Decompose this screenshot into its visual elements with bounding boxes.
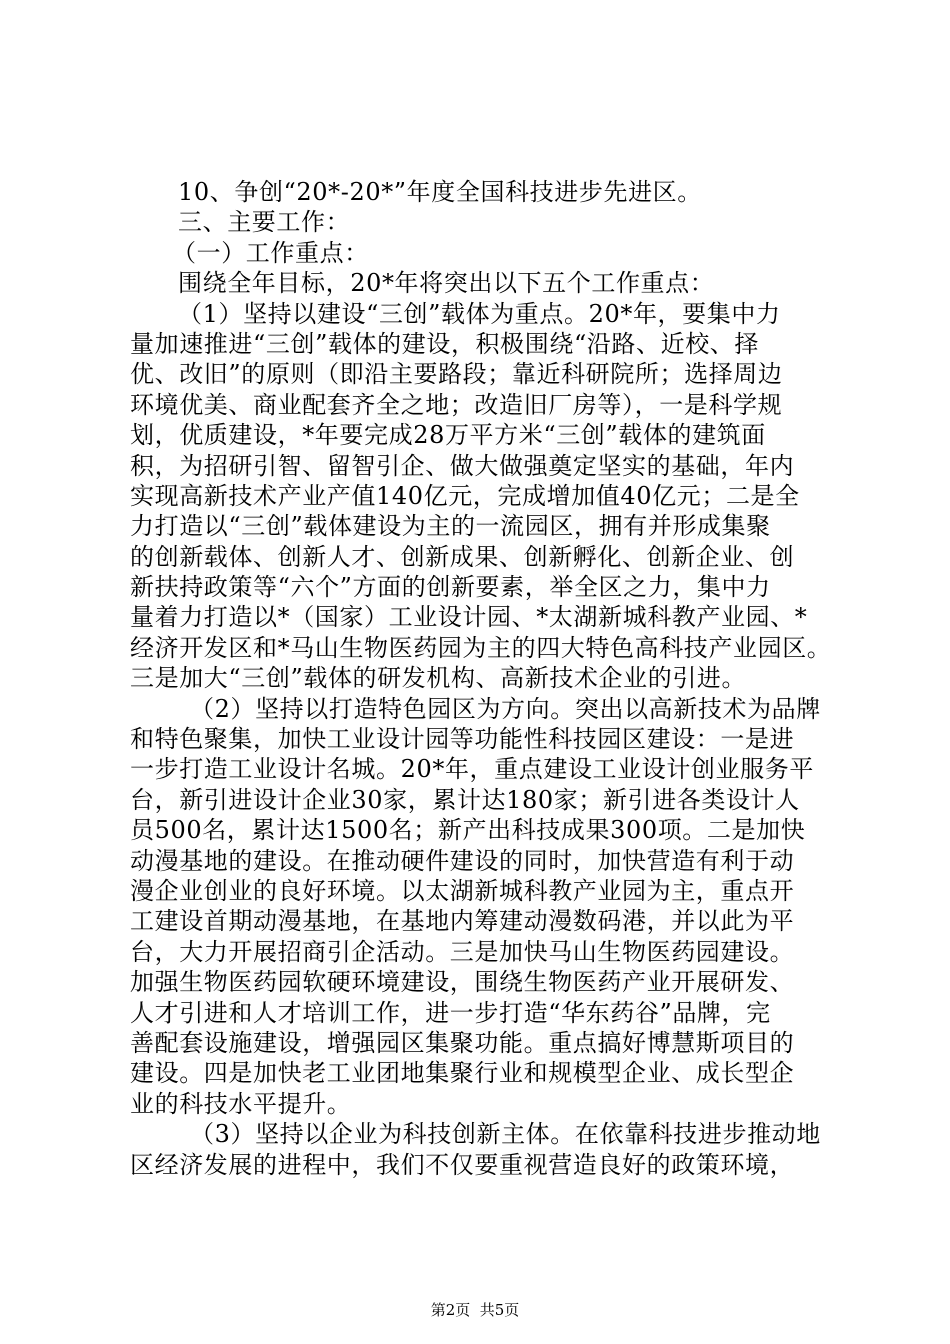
paragraph-line: 新扶持政策等“六个”方面的创新要素，举全区之力，集中力	[130, 573, 771, 602]
paragraph-line: 量着力打造以*（国家）工业设计园、*太湖新城科教产业园、*	[130, 603, 808, 632]
paragraph-line: 的创新载体、创新人才、创新成果、创新孵化、创新企业、创	[130, 542, 795, 571]
subsection-heading: （一）工作重点：	[172, 238, 369, 267]
paragraph-line: 积，为招研引智、留智引企、做大做强奠定坚实的基础，年内	[130, 451, 795, 480]
paragraph-line: 区经济发展的进程中，我们不仅要重视营造良好的政策环境，	[130, 1150, 795, 1179]
paragraph-line: 和特色聚集，加快工业设计园等功能性科技园区建设：一是进	[130, 725, 795, 754]
document-body	[130, 177, 830, 1180]
paragraph-1	[130, 299, 830, 694]
paragraph-line: 一步打造工业设计名城。20*年，重点建设工业设计创业服务平	[130, 755, 814, 784]
paragraph-line: 建设。四是加快老工业团地集聚行业和规模型企业、成长型企	[130, 1059, 795, 1088]
paragraph-line: 优、改旧”的原则（即沿主要路段；靠近科研院所；选择周边	[130, 360, 783, 389]
paragraph-line: 人才引进和人才培训工作，进一步打造“华东药谷”品牌，完	[130, 998, 771, 1027]
paragraph-line: 员500名，累计达1500名；新产出科技成果300项。二是加快	[130, 816, 806, 845]
paragraph-3	[130, 1119, 830, 1180]
paragraph-line: 台，大力开展招商引企活动。三是加快马山生物医药园建设。	[130, 937, 795, 966]
paragraph-line: 环境优美、商业配套齐全之地；改造旧厂房等），一是科学规	[130, 390, 783, 419]
paragraph-line: 三是加大“三创”载体的研发机构、高新技术企业的引进。	[130, 664, 747, 693]
page-footer	[0, 1300, 950, 1320]
paragraph-line: 力打造以“三创”载体建设为主的一流园区，拥有并形成集聚	[130, 512, 771, 541]
paragraph-line: 业的科技水平提升。	[130, 1089, 352, 1118]
paragraph-line: 经济开发区和*马山生物医药园为主的四大特色高科技产业园区。	[130, 633, 832, 662]
paragraph-line: 围绕全年目标，20*年将突出以下五个工作重点：	[178, 269, 715, 298]
paragraph-line: 划，优质建设，*年要完成28万平方米“三创”载体的建筑面	[130, 421, 766, 450]
paragraph-line: 实现高新技术产业产值140亿元，完成增加值40亿元；二是全	[130, 481, 800, 510]
paragraph-line: 10、争创“20*-20*”年度全国科技进步先进区。	[178, 178, 702, 206]
page-number: 第2页 共5页	[430, 1301, 520, 1319]
paragraph-line: （2）坚持以打造特色园区为方向。突出以高新技术为品牌	[190, 694, 821, 723]
section-heading: 三、主要工作：	[178, 208, 351, 237]
paragraph-line: 量加速推进“三创”载体的建设，积极围绕“沿路、近校、择	[130, 329, 760, 358]
paragraph-line: 动漫基地的建设。在推动硬件建设的同时，加快营造有利于动	[130, 846, 795, 875]
paragraph-2	[130, 694, 830, 1119]
paragraph-line: 加强生物医药园软硬环境建设，围绕生物医药产业开展研发、	[130, 968, 795, 997]
paragraph-line: 漫企业创业的良好环境。以太湖新城科教产业园为主，重点开	[130, 876, 795, 905]
paragraph-line: 善配套设施建设，增强园区集聚功能。重点搞好博慧斯项目的	[130, 1028, 795, 1057]
paragraph-line: 台，新引进设计企业30家，累计达180家；新引进各类设计人	[130, 785, 800, 814]
paragraph-line: （3）坚持以企业为科技创新主体。在依靠科技进步推动地	[190, 1120, 821, 1149]
paragraph-line: （1）坚持以建设“三创”载体为重点。20*年，要集中力	[178, 299, 781, 328]
paragraph-line: 工建设首期动漫基地，在基地内筹建动漫数码港，并以此为平	[130, 907, 795, 936]
